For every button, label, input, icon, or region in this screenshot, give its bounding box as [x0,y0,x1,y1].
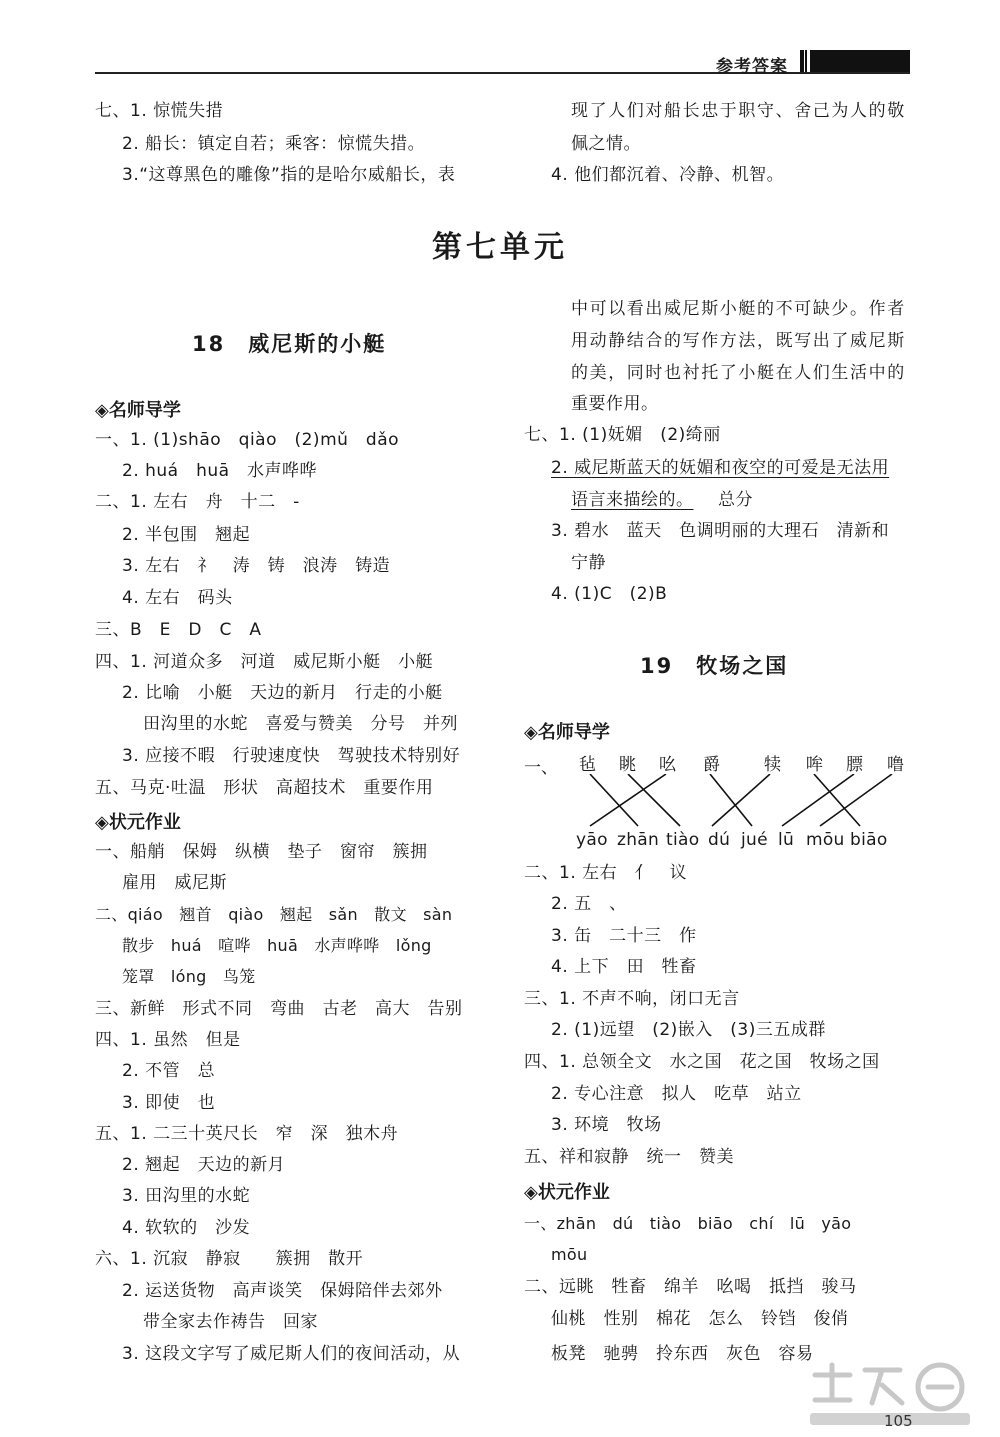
guide-line: 3. 应接不暇 行驶速度快 驾驶技术特别好 [122,746,461,766]
top-right-line: 4. 他们都沉着、冷静、机智。 [551,165,785,185]
guide-line: 3. 环境 牧场 [551,1115,662,1135]
guide-line: 四、1. 总领全文 水之国 花之国 牧场之国 [524,1052,880,1072]
match-char: 犊 [764,755,781,775]
match-line [814,774,860,826]
match-pinyin: lū [778,830,795,850]
guide-line: 三、1. 不声不响，闭口无言 [524,989,740,1009]
top-left-line: 七、1. 惊慌失措 [95,101,224,121]
match-line [820,774,892,826]
lesson-18-guide-heading: ◈名师导学 [95,400,181,421]
q7-underlined-line: 语言来描绘的。 [571,490,694,510]
unit-title: 第七单元 [432,230,568,265]
guide-line: 2. 五 、 [551,894,627,914]
match-question-label: 一、 [524,758,558,778]
match-char: 爵 [703,755,720,775]
match-pinyin: biāo [850,830,888,850]
match-char: 吆 [659,755,676,775]
guide-line: 四、1. 河道众多 河道 威尼斯小艇 小艇 [95,652,434,672]
work-line: 二、qiáo 翘首 qiào 翘起 sǎn 散文 sàn [95,905,453,924]
match-line [782,774,854,826]
q7-line: 七、1. (1)妩媚 (2)绮丽 [524,425,721,445]
q7-line: 宁静 [571,553,606,573]
continuation-line: 用动静结合的写作方法，既写出了威尼斯 [571,331,906,351]
work-line: 雇用 威尼斯 [122,873,227,893]
q7-line: 4. (1)C (2)B [551,584,668,604]
guide-line: 4. 上下 田 牲畜 [551,957,697,977]
lesson-19-work-heading: ◈状元作业 [524,1182,610,1203]
work-line: 4. 软软的 沙发 [122,1218,251,1238]
guide-line: 2. 比喻 小艇 天边的新月 行走的小艇 [122,683,443,703]
guide-line: 田沟里的水蛇 喜爱与赞美 分号 并列 [143,714,458,734]
continuation-line: 中可以看出威尼斯小艇的不可缺少。作者 [571,299,906,319]
continuation-line: 的美，同时也衬托了小艇在人们生活中的 [571,363,906,383]
match-char: 毡 [579,755,596,775]
q7-underlined-line: 2. 威尼斯蓝天的妩媚和夜空的可爱是无法用 [551,458,890,478]
guide-line: 3. 左右 礻 涛 铸 浪涛 铸造 [122,556,391,576]
guide-line: 2. 专心注意 拟人 吃草 站立 [551,1084,802,1104]
work-line: mōu [551,1245,588,1264]
work-line: 一、船艄 保姆 纵横 垫子 窗帘 簇拥 [95,842,428,862]
matching-lines [560,774,900,834]
guide-line: 二、1. 左右 亻 议 [524,863,688,883]
match-char: 眺 [619,755,636,775]
header-label: 参考答案 [716,57,788,77]
work-line: 3. 即使 也 [122,1093,216,1113]
work-line: 五、1. 二三十英尺长 窄 深 独木舟 [95,1124,399,1144]
match-char: 哞 [806,755,823,775]
guide-line: 一、1. (1)shāo qiào (2)mǔ dǎo [95,430,400,450]
guide-line: 五、马克·吐温 形状 高超技术 重要作用 [95,778,434,798]
top-left-line: 3.“这尊黑色的雕像”指的是哈尔威船长，表 [122,165,456,185]
work-line: 四、1. 虽然 但是 [95,1030,241,1050]
continuation-line: 重要作用。 [571,394,659,414]
work-line: 散步 huá 喧哗 huā 水声哗哗 lǒng [122,936,432,955]
work-line: 带全家去作祷告 回家 [143,1312,318,1332]
match-pinyin: tiào [666,830,700,850]
guide-line: 3. 缶 二十三 作 [551,926,697,946]
match-line [712,774,770,826]
work-line: 二、远眺 牲畜 绵羊 吆喝 抵挡 骏马 [524,1277,857,1297]
lesson-18-title: 18 威尼斯的小艇 [192,332,387,356]
work-line: 笼罩 lóng 鸟笼 [122,967,256,986]
guide-line: 2. 半包围 翘起 [122,525,251,545]
guide-line: 二、1. 左右 舟 十二 - [95,492,300,512]
lesson-19-guide-heading: ◈名师导学 [524,722,610,743]
q7-line: 3. 碧水 蓝天 色调明丽的大理石 清新和 [551,521,890,541]
top-right-line: 现了人们对船长忠于职守、舍己为人的敬 [571,101,906,121]
work-line: 板凳 驰骋 拎东西 灰色 容易 [551,1344,814,1364]
guide-line: 五、祥和寂静 统一 赞美 [524,1147,734,1167]
guide-line: 三、B E D C A [95,620,262,640]
work-line: 3. 这段文字写了威尼斯人们的夜间活动，从 [122,1344,461,1364]
match-pinyin: jué [741,830,768,850]
work-line: 2. 翘起 天边的新月 [122,1155,286,1175]
work-line: 2. 不管 总 [122,1061,216,1081]
match-pinyin: yāo [576,830,608,850]
guide-line: 2. huá huā 水声哗哗 [122,461,318,481]
match-char: 噜 [887,755,904,775]
work-line: 3. 田沟里的水蛇 [122,1186,251,1206]
page-number: 105 [884,1412,913,1430]
match-line [590,774,638,826]
top-left-line: 2. 船长：镇定自若；乘客：惊慌失措。 [122,134,426,154]
match-pinyin: zhān [617,830,660,850]
match-line [710,774,752,826]
guide-line: 2. (1)远望 (2)嵌入 (3)三五成群 [551,1020,826,1040]
work-line: 六、1. 沉寂 静寂 簇拥 散开 [95,1249,364,1269]
top-right-line: 佩之情。 [571,134,641,154]
header-tab-decoration [810,50,910,72]
guide-line: 4. 左右 码头 [122,588,233,608]
q7-line: 总分 [718,490,753,510]
lesson-18-work-heading: ◈状元作业 [95,812,181,833]
work-line: 仙桃 性别 棉花 怎么 铃铛 俊俏 [551,1309,849,1329]
match-pinyin: dú [708,830,731,850]
lesson-19-title: 19 牧场之国 [640,654,789,678]
match-char: 膘 [846,755,863,775]
match-pinyin: mōu [806,830,845,850]
work-line: 三、新鲜 形式不同 弯曲 古老 高大 告别 [95,999,463,1019]
work-line: 一、zhān dú tiào biāo chí lū yāo [524,1214,852,1233]
work-line: 2. 运送货物 高声谈笑 保姆陪伴去郊外 [122,1281,443,1301]
